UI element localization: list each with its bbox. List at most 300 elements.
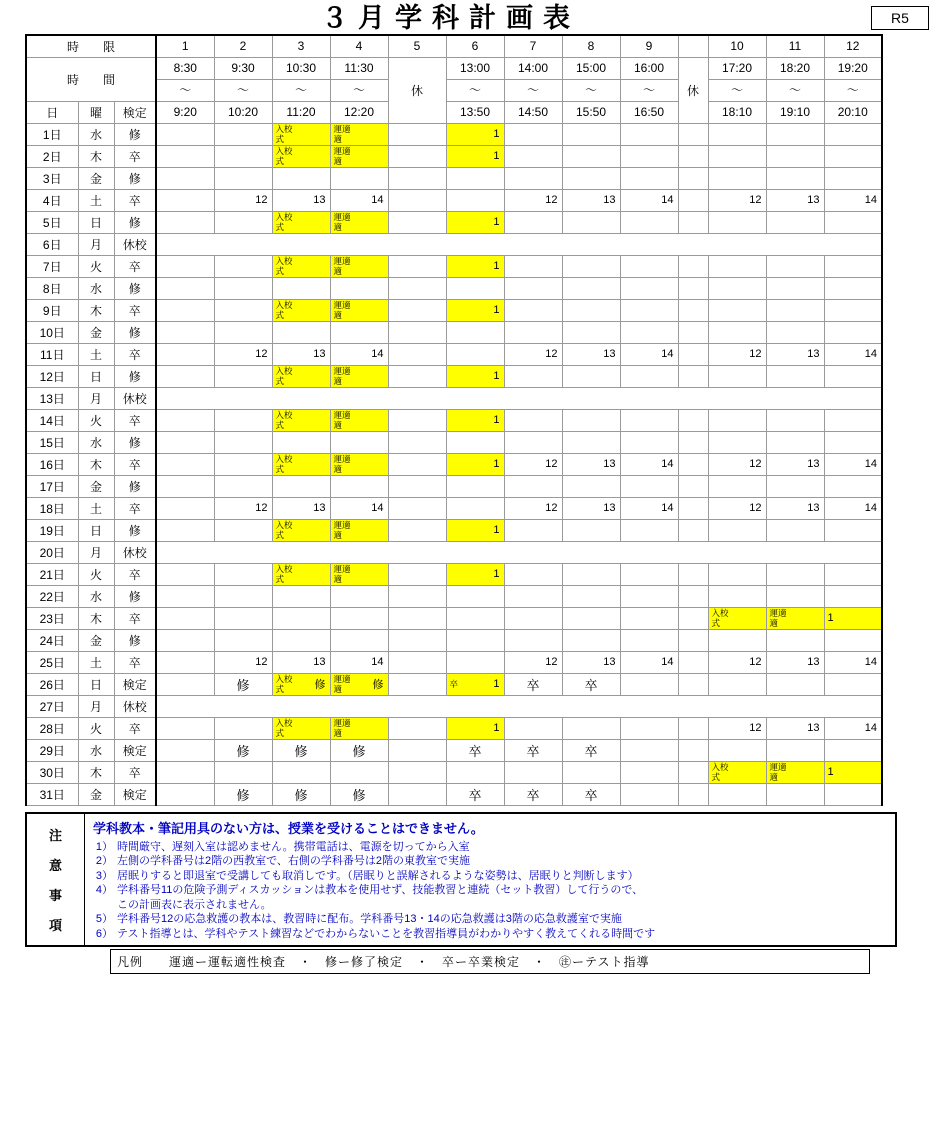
schedule-cell [562,563,620,585]
schedule-cell [388,321,446,343]
cell-nyuko-label: 入校 式 [275,410,293,430]
table-row [26,189,882,211]
table-row [26,717,882,739]
row-kentei: 修 [114,585,156,607]
time-4-starts: 11:30 [330,57,388,79]
schedule-cell [388,475,446,497]
cell-mark: 卒 [526,743,540,759]
cell-value: 1 [493,216,500,228]
schedule-cell [824,761,882,783]
time-1-ends: 9:20 [156,101,214,123]
note-item [91,840,889,855]
row-day: 3日 [26,167,78,189]
schedule-cell [766,409,824,431]
schedule-cell [766,651,824,673]
schedule-cell [824,299,882,321]
schedule-cell [388,365,446,387]
row-weekday: 木 [78,145,114,167]
rest-gap-cell [678,475,708,497]
row-kentei: 修 [114,123,156,145]
schedule-cell [620,673,678,695]
note-number: 2） [95,855,113,867]
time-10-tilde: 〜 [708,79,766,101]
schedule-cell [214,365,272,387]
schedule-cell [272,343,330,365]
schedule-cell [272,717,330,739]
schedule-cell [824,497,882,519]
row-day: 29日 [26,739,78,761]
cell-mark: 卒 [468,787,482,803]
schedule-cell [504,167,562,189]
note-item [91,854,889,869]
schedule-cell [388,607,446,629]
row-day: 17日 [26,475,78,497]
schedule-cell [824,607,882,629]
cell-value: 1 [493,524,500,536]
rest-gap-cell [678,739,708,761]
schedule-cell [824,277,882,299]
schedule-cell [824,409,882,431]
schedule-cell [446,651,504,673]
notes-label-char-2: 意 [48,857,62,873]
table-row [26,431,882,453]
row-kentei: 検定 [114,783,156,805]
time-9-starts: 16:00 [620,57,678,79]
note-number: 3） [95,869,113,882]
col-weekday-header: 曜 [78,101,114,123]
schedule-cell [446,497,504,519]
cell-mark: 修 [236,677,250,693]
col-kentei-header: 検定 [114,101,156,123]
note-item [91,869,889,884]
schedule-cell [214,783,272,805]
cell-value: 13 [807,458,820,470]
schedule-cell [214,629,272,651]
schedule-cell [330,431,388,453]
cell-value: 12 [255,656,268,668]
table-row [26,673,882,695]
row-kentei: 休校 [114,233,156,255]
row-day: 27日 [26,695,78,717]
schedule-cell [562,277,620,299]
schedule-cell [388,123,446,145]
cell-nyuko-label: 入校 式 [275,366,293,386]
schedule-cell [504,255,562,277]
note-item [91,898,889,913]
time-3-tilde: 〜 [272,79,330,101]
note-text: 学科番号11の危険予測ディスカッションは教本を使用せず、技能教習と連続（セット教習）して行うので、 [117,884,644,896]
note-number [91,898,117,913]
schedule-cell [504,497,562,519]
cell-unteki-label: 運適 適 [333,212,351,232]
header-time-row-3 [26,101,882,123]
schedule-cell [214,717,272,739]
schedule-cell [708,255,766,277]
schedule-cell [330,475,388,497]
schedule-cell [156,453,214,475]
row-weekday: 木 [78,453,114,475]
cell-value: 1 [493,150,500,162]
schedule-cell [824,321,882,343]
table-row [26,167,882,189]
schedule-cell [330,783,388,805]
table-row [26,739,882,761]
row-day: 24日 [26,629,78,651]
schedule-cell [388,299,446,321]
cell-unteki-label: 運適 適 [333,124,351,144]
row-day: 11日 [26,343,78,365]
row-closed [156,541,882,563]
row-weekday: 土 [78,651,114,673]
cell-value: 12 [545,458,558,470]
schedule-cell [446,365,504,387]
schedule-cell [620,717,678,739]
schedule-cell [388,761,446,783]
schedule-cell [504,475,562,497]
schedule-cell [562,629,620,651]
schedule-cell [388,409,446,431]
schedule-cell [272,453,330,475]
schedule-cell [504,651,562,673]
period-4: 4 [330,35,388,57]
schedule-cell [446,189,504,211]
schedule-cell [708,123,766,145]
rest-gap-cell [678,431,708,453]
schedule-cell [388,563,446,585]
schedule-cell [272,145,330,167]
schedule-cell [156,673,214,695]
schedule-cell [156,739,214,761]
cell-value: 14 [864,502,877,514]
cell-value: 1 [493,568,500,580]
schedule-cell [330,585,388,607]
cell-value: 1 [493,128,500,140]
cell-value: 1 [493,370,500,382]
schedule-cell [562,761,620,783]
cell-value: 1 [493,458,500,470]
schedule-cell [272,409,330,431]
cell-mark: 修 [314,679,326,691]
schedule-cell [330,255,388,277]
cell-split [331,674,388,695]
row-kentei: 修 [114,475,156,497]
cell-split [447,674,504,695]
rest-col-top [678,35,708,57]
row-day: 7日 [26,255,78,277]
row-weekday: 金 [78,475,114,497]
schedule-cell [330,299,388,321]
schedule-cell [620,585,678,607]
row-weekday: 水 [78,739,114,761]
schedule-cell [504,189,562,211]
rest-morning: 休 [388,57,446,123]
time-11-tilde: 〜 [766,79,824,101]
row-day: 25日 [26,651,78,673]
time-6-tilde: 〜 [446,79,504,101]
cell-value: 12 [545,502,558,514]
schedule-cell [824,255,882,277]
schedule-cell [708,321,766,343]
row-day: 1日 [26,123,78,145]
row-kentei: 卒 [114,409,156,431]
period-5: 5 [388,35,446,57]
schedule-cell [214,343,272,365]
schedule-cell [272,673,330,695]
schedule-cell [446,409,504,431]
time-9-tilde: 〜 [620,79,678,101]
cell-nyuko-label: 入校 式 [711,608,729,628]
schedule-cell [330,211,388,233]
table-row [26,233,882,255]
title-row [0,0,945,34]
rest-gap-cell [678,651,708,673]
cell-unteki-label: 運適 適 [333,300,351,320]
schedule-cell [272,321,330,343]
schedule-cell [214,585,272,607]
schedule-cell [620,277,678,299]
schedule-cell [272,299,330,321]
rest-evening: 休 [678,57,708,123]
schedule-cell [388,189,446,211]
cell-value: 13 [807,348,820,360]
table-row [26,409,882,431]
schedule-cell [446,673,504,695]
time-8-tilde: 〜 [562,79,620,101]
row-weekday: 日 [78,673,114,695]
schedule-cell [272,123,330,145]
table-row [26,299,882,321]
schedule-cell [504,563,562,585]
cell-nyuko-label: 入校 式 [275,256,293,276]
legend-box: 凡例 運適ー運転適性検査 ・ 修ー修了検定 ・ 卒ー卒業検定 ・ ㊟ーテスト指導 [110,949,870,974]
cell-value: 14 [864,194,877,206]
row-weekday: 土 [78,343,114,365]
row-closed [156,695,882,717]
year-badge: R5 [871,6,929,30]
schedule-cell [620,299,678,321]
schedule-cell [562,453,620,475]
cell-unteki-label: 運適 適 [333,674,351,694]
schedule-cell [824,453,882,475]
row-weekday: 火 [78,255,114,277]
time-12-starts: 19:20 [824,57,882,79]
schedule-cell [504,409,562,431]
time-4-ends: 12:20 [330,101,388,123]
row-kentei: 修 [114,629,156,651]
schedule-cell [708,563,766,585]
note-text: 居眠りすると即退室で受講しても取消しです。（居眠りと誤解されるような姿勢は、居眠りと判断します） [117,869,639,882]
header-period-row [26,35,882,57]
row-weekday: 木 [78,761,114,783]
row-kentei: 卒 [114,189,156,211]
schedule-cell [156,431,214,453]
note-number: 1） [95,840,113,853]
schedule-cell [156,497,214,519]
table-row [26,607,882,629]
time-6-ends: 13:50 [446,101,504,123]
table-row [26,277,882,299]
schedule-cell [766,585,824,607]
schedule-cell [620,431,678,453]
row-day: 18日 [26,497,78,519]
note-item [91,927,889,942]
cell-value: 12 [749,348,762,360]
cell-mark: 卒 [526,787,540,803]
row-kentei: 卒 [114,717,156,739]
schedule-cell [766,739,824,761]
schedule-cell [562,409,620,431]
rest-gap-cell [678,783,708,805]
cell-value: 14 [661,194,674,206]
schedule-cell [214,321,272,343]
schedule-cell [446,145,504,167]
row-closed [156,233,882,255]
schedule-cell [504,145,562,167]
cell-value: 1 [493,414,500,426]
time-7-tilde: 〜 [504,79,562,101]
time-3-ends: 11:20 [272,101,330,123]
time-10-ends: 18:10 [708,101,766,123]
cell-value: 13 [313,656,326,668]
row-day: 14日 [26,409,78,431]
row-day: 9日 [26,299,78,321]
schedule-cell [620,563,678,585]
schedule-cell [620,519,678,541]
schedule-cell [708,607,766,629]
schedule-cell [766,343,824,365]
schedule-cell [272,783,330,805]
row-day: 19日 [26,519,78,541]
schedule-cell [156,629,214,651]
schedule-cell [330,365,388,387]
cell-unteki-label: 運適 適 [769,762,787,782]
schedule-cell [620,145,678,167]
schedule-cell [504,365,562,387]
schedule-cell [504,211,562,233]
table-row [26,387,882,409]
schedule-cell [504,783,562,805]
row-day: 13日 [26,387,78,409]
schedule-cell [272,211,330,233]
cell-unteki-label: 運適 適 [333,454,351,474]
schedule-cell [766,563,824,585]
schedule-cell [824,123,882,145]
cell-value: 12 [749,656,762,668]
table-row [26,211,882,233]
schedule-cell [214,189,272,211]
schedule-cell [562,739,620,761]
row-weekday: 月 [78,541,114,563]
cell-nyuko-label: 入校 式 [275,674,293,694]
cell-value: 14 [371,194,384,206]
col-day-header: 日 [26,101,78,123]
time-7-ends: 14:50 [504,101,562,123]
cell-value: 13 [603,348,616,360]
schedule-cell [824,519,882,541]
schedule-cell [214,739,272,761]
schedule-cell [330,563,388,585]
row-weekday: 日 [78,365,114,387]
schedule-cell [272,563,330,585]
schedule-cell [766,189,824,211]
row-kentei: 休校 [114,695,156,717]
table-row [26,365,882,387]
schedule-cell [446,453,504,475]
cell-value: 12 [749,458,762,470]
schedule-cell [156,585,214,607]
schedule-cell [330,717,388,739]
row-day: 8日 [26,277,78,299]
schedule-cell [388,651,446,673]
cell-nyuko-label: 入校 式 [275,124,293,144]
schedule-cell [330,189,388,211]
schedule-cell [156,211,214,233]
schedule-cell [156,761,214,783]
cell-mark: 卒 [584,677,598,693]
period-7: 7 [504,35,562,57]
schedule-cell [766,211,824,233]
cell-value: 14 [864,458,877,470]
schedule-cell [562,211,620,233]
cell-value: 14 [661,656,674,668]
row-weekday: 土 [78,497,114,519]
schedule-cell [824,585,882,607]
schedule-cell [214,277,272,299]
cell-value: 14 [864,348,877,360]
schedule-cell [824,563,882,585]
schedule-cell [446,761,504,783]
schedule-cell [504,585,562,607]
row-weekday: 金 [78,783,114,805]
cell-nyuko-label: 入校 式 [275,718,293,738]
schedule-cell [156,321,214,343]
cell-value: 12 [545,656,558,668]
cell-value: 14 [371,656,384,668]
schedule-cell [708,519,766,541]
schedule-cell [562,365,620,387]
schedule-cell [214,497,272,519]
time-2-starts: 9:30 [214,57,272,79]
schedule-cell [620,123,678,145]
rest-gap-cell [678,277,708,299]
schedule-cell [156,145,214,167]
schedule-cell [272,761,330,783]
cell-value: 14 [661,502,674,514]
time-1-tilde: 〜 [156,79,214,101]
period-1: 1 [156,35,214,57]
schedule-cell [562,607,620,629]
schedule-cell [766,717,824,739]
cell-nyuko-label: 入校 式 [275,454,293,474]
time-3-starts: 10:30 [272,57,330,79]
cell-nyuko-label: 入校 式 [275,300,293,320]
period-6: 6 [446,35,504,57]
row-kentei: 修 [114,365,156,387]
cell-value: 1 [493,260,500,272]
schedule-cell [620,255,678,277]
rest-gap-cell [678,321,708,343]
schedule-cell [620,475,678,497]
time-4-tilde: 〜 [330,79,388,101]
schedule-cell [330,453,388,475]
notes-label-char-1: 注 [48,827,62,843]
cell-unteki-label: 運適 適 [333,256,351,276]
period-2: 2 [214,35,272,57]
schedule-cell [824,673,882,695]
row-weekday: 水 [78,431,114,453]
time-12-ends: 20:10 [824,101,882,123]
schedule-cell [766,167,824,189]
